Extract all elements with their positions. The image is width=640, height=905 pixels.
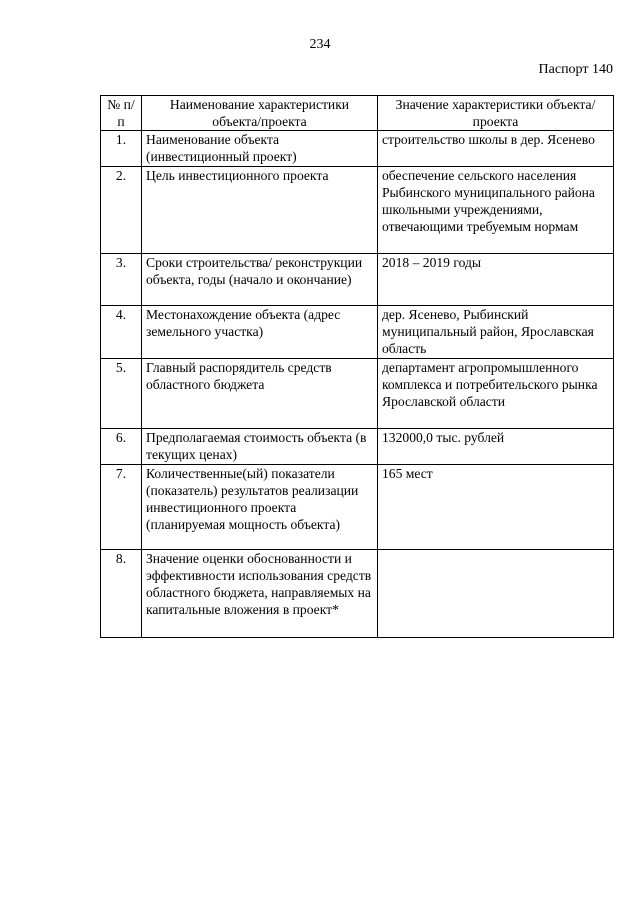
row-name: Значение оценки обоснованности и эффективности использования средств областного бюджета, направляемых на капитальные вложения в проект* — [142, 550, 378, 638]
row-value: дер. Ясенево, Рыбинский муниципальный район, Ярославская область — [378, 306, 614, 359]
row-value: строительство школы в дер. Ясенево — [378, 131, 614, 167]
row-name: Главный распорядитель средств областного бюджета — [142, 359, 378, 429]
row-value: 165 мест — [378, 465, 614, 550]
table-row — [101, 550, 614, 638]
table-row — [101, 131, 614, 167]
row-value: обеспечение сельского населения Рыбинского муниципального района школьными учреждениями, отвечающими требуемым нормам — [378, 167, 614, 254]
row-num: 6. — [101, 429, 142, 465]
row-name: Предполагаемая стоимость объекта (в текущих ценах) — [142, 429, 378, 465]
row-name: Наименование объекта (инвестиционный проект) — [142, 131, 378, 167]
row-value: 132000,0 тыс. рублей — [378, 429, 614, 465]
header-num: № п/п — [101, 96, 142, 131]
table-row — [101, 167, 614, 254]
table-row — [101, 254, 614, 306]
page-number: 234 — [309, 37, 331, 52]
row-num: 5. — [101, 359, 142, 429]
row-num: 4. — [101, 306, 142, 359]
row-value — [378, 550, 614, 638]
header-value: Значение характеристики объекта/проекта — [378, 96, 614, 131]
row-num: 1. — [101, 131, 142, 167]
table-row — [101, 306, 614, 359]
row-name: Местонахождение объекта (адрес земельного участка) — [142, 306, 378, 359]
table-row — [101, 429, 614, 465]
table-header-row — [101, 96, 614, 131]
table-row — [101, 359, 614, 429]
passport-table — [100, 95, 614, 638]
table-row — [101, 465, 614, 550]
row-value: департамент агропромышленного комплекса и потребительского рынка Ярославской области — [378, 359, 614, 429]
header-name: Наименование характеристики объекта/проекта — [142, 96, 378, 131]
row-name: Сроки строительства/ реконструкции объекта, годы (начало и окончание) — [142, 254, 378, 306]
row-num: 8. — [101, 550, 142, 638]
row-num: 3. — [101, 254, 142, 306]
passport-label: Паспорт 140 — [538, 62, 613, 77]
row-name: Количественные(ый) показатели (показатель) результатов реализации инвестиционного проекта (планируемая мощность объекта) — [142, 465, 378, 550]
row-value: 2018 – 2019 годы — [378, 254, 614, 306]
row-name: Цель инвестиционного проекта — [142, 167, 378, 254]
row-num: 2. — [101, 167, 142, 254]
row-num: 7. — [101, 465, 142, 550]
